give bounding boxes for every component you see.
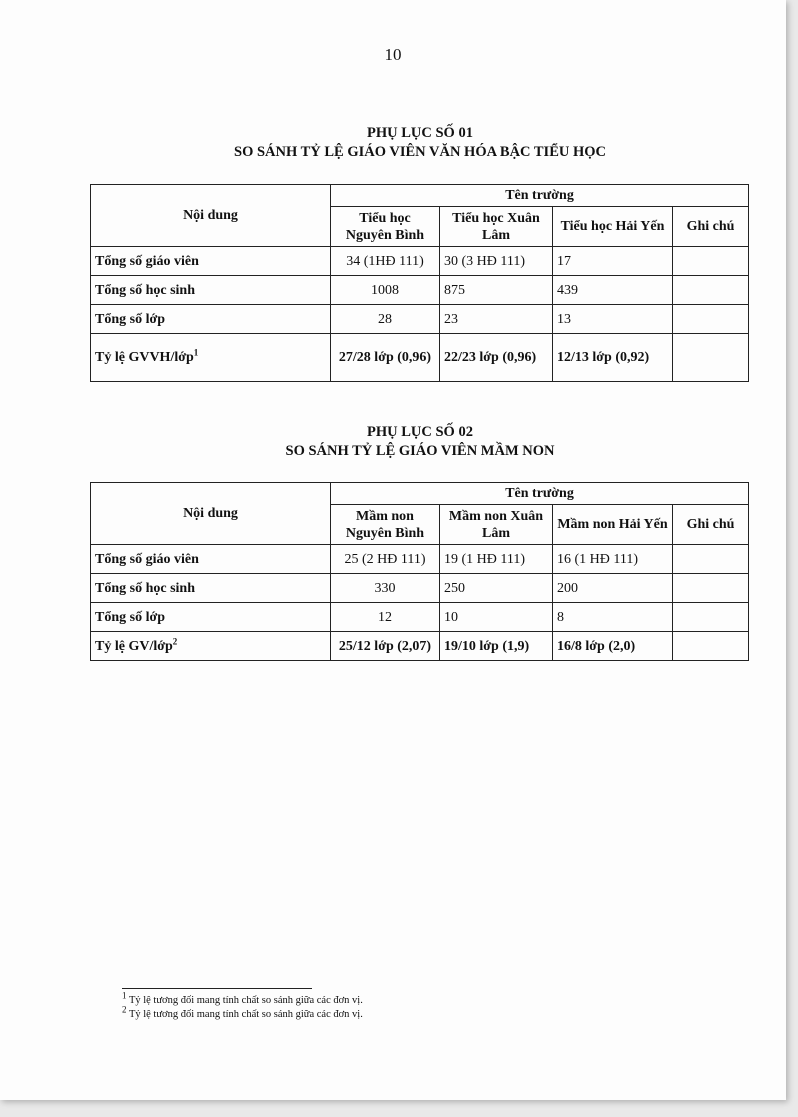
cell-value: 12 <box>331 603 440 632</box>
cell-value: 16/8 lớp (2,0) <box>553 632 673 661</box>
row-label: Tổng số lớp <box>91 603 331 632</box>
cell-value: 875 <box>440 276 553 305</box>
footnote-ref: 1 <box>193 347 199 358</box>
header-content: Nội dung <box>91 483 331 545</box>
cell-value: 27/28 lớp (0,96) <box>331 334 440 382</box>
row-label: Tổng số lớp <box>91 305 331 334</box>
table-header-row <box>91 483 749 505</box>
row-label-ratio <box>91 632 331 661</box>
cell-value: 250 <box>440 574 553 603</box>
header-note: Ghi chú <box>673 207 749 247</box>
cell-value: 23 <box>440 305 553 334</box>
cell-value: 10 <box>440 603 553 632</box>
appendix1-table <box>90 184 749 382</box>
page-number: 10 <box>384 45 402 64</box>
appendix1-title: PHỤ LỤC SỐ 01 <box>367 125 473 141</box>
appendix2-subtitle: SO SÁNH TỶ LỆ GIÁO VIÊN MẦM NON <box>285 443 555 459</box>
footnote-ref: 2 <box>172 635 178 646</box>
header-school-group: Tên trường <box>331 483 749 505</box>
table-row <box>91 603 749 632</box>
header-school3: Mầm non Hải Yến <box>553 505 673 545</box>
header-school2: Mầm non Xuân Lâm <box>440 505 553 545</box>
cell-value: 22/23 lớp (0,96) <box>440 334 553 382</box>
cell-value: 330 <box>331 574 440 603</box>
row-label: Tổng số giáo viên <box>91 247 331 276</box>
cell-value: 200 <box>553 574 673 603</box>
cell-note <box>673 276 749 305</box>
cell-note <box>673 305 749 334</box>
cell-value: 19/10 lớp (1,9) <box>440 632 553 661</box>
header-school2: Tiểu học Xuân Lâm <box>440 207 553 247</box>
table-header-row <box>91 185 749 207</box>
appendix1-heading <box>0 124 798 162</box>
footnote-separator <box>122 988 312 989</box>
cell-value: 16 (1 HĐ 111) <box>553 545 673 574</box>
appendix2-title: PHỤ LỤC SỐ 02 <box>367 424 473 440</box>
table-row <box>91 632 749 661</box>
cell-note <box>673 545 749 574</box>
table-row <box>91 305 749 334</box>
footnote-item <box>122 1004 363 1022</box>
appendix2-table <box>90 482 749 661</box>
header-school3: Tiểu học Hải Yến <box>553 207 673 247</box>
footnote-item <box>122 990 363 1008</box>
cell-note <box>673 247 749 276</box>
row-label: Tổng số giáo viên <box>91 545 331 574</box>
header-school-group: Tên trường <box>331 185 749 207</box>
cell-value: 28 <box>331 305 440 334</box>
footnote-text: Tỷ lệ tương đối mang tính chất so sánh giữa các đơn vị. <box>128 995 363 1006</box>
cell-value: 25/12 lớp (2,07) <box>331 632 440 661</box>
footnote-mark: 2 <box>122 1004 127 1015</box>
cell-value: 19 (1 HĐ 111) <box>440 545 553 574</box>
cell-note <box>673 632 749 661</box>
ratio-label: Tỷ lệ GVVH/lớp <box>95 350 194 365</box>
footnote-text: Tỷ lệ tương đối mang tính chất so sánh giữa các đơn vị. <box>128 1009 363 1020</box>
row-label: Tổng số học sinh <box>91 276 331 305</box>
table-row <box>91 334 749 382</box>
header-school1: Tiểu học Nguyên Bình <box>331 207 440 247</box>
cell-note <box>673 334 749 382</box>
cell-value: 13 <box>553 305 673 334</box>
row-label: Tổng số học sinh <box>91 574 331 603</box>
footnote-mark: 1 <box>122 990 127 1001</box>
cell-value: 25 (2 HĐ 111) <box>331 545 440 574</box>
table-row <box>91 574 749 603</box>
cell-value: 439 <box>553 276 673 305</box>
cell-value: 8 <box>553 603 673 632</box>
table-row <box>91 276 749 305</box>
table-row <box>91 545 749 574</box>
header-content: Nội dung <box>91 185 331 247</box>
ratio-label: Tỷ lệ GV/lớp <box>95 638 173 654</box>
cell-value: 1008 <box>331 276 440 305</box>
table-row <box>91 247 749 276</box>
cell-value: 17 <box>553 247 673 276</box>
cell-value: 30 (3 HĐ 111) <box>440 247 553 276</box>
header-note: Ghi chú <box>673 505 749 545</box>
cell-note <box>673 603 749 632</box>
header-school1: Mầm non Nguyên Bình <box>331 505 440 545</box>
cell-note <box>673 574 749 603</box>
cell-value: 34 (1HĐ 111) <box>331 247 440 276</box>
appendix1-subtitle: SO SÁNH TỶ LỆ GIÁO VIÊN VĂN HÓA BẬC TIỂU HỌC <box>234 144 606 160</box>
appendix2-heading <box>0 423 798 461</box>
footnotes <box>122 990 363 1022</box>
cell-value: 12/13 lớp (0,92) <box>553 334 673 382</box>
row-label-ratio <box>91 334 331 382</box>
